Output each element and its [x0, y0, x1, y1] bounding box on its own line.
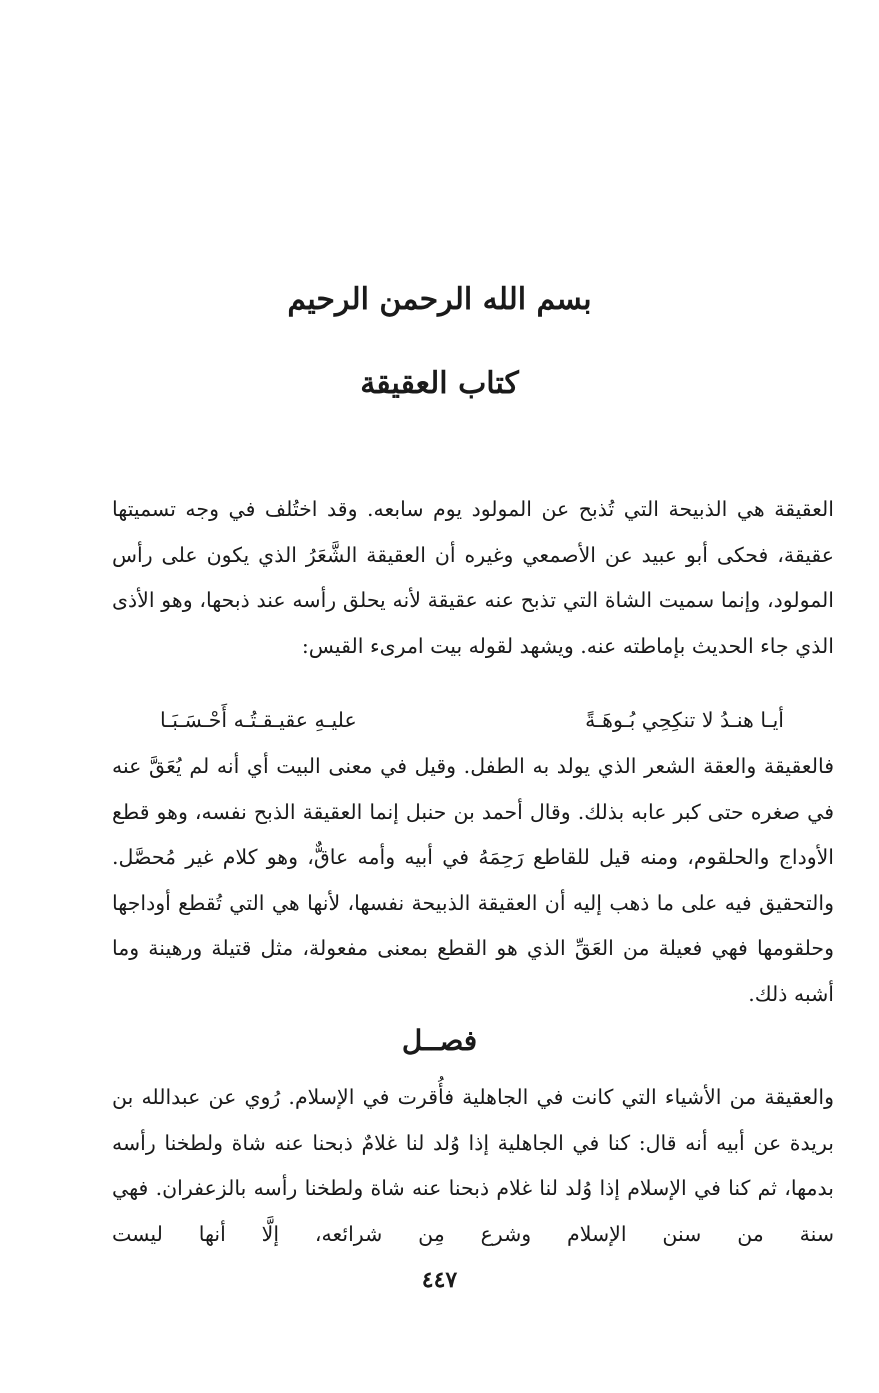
basmala-heading: بسم الله الرحمن الرحيم — [287, 282, 592, 317]
paragraph-aqiqa-definition: العقيقة هي الذبيحة التي تُذبح عن المولود يوم سابعه. وقد اختُلف في وجه تسميتها عقيقة، فحكى أبو عبيد عن الأصمعي وغيره أن العقيقة الشَّعَرُ الذي يكون على رأس المولود، وإنما سميت الشاة التي تذبح عنه عقيقة لأنه يحلق رأسه عند ذبحها، وهو الأذى الذي جاء الحديث بإماطته عنه. ويشهد لقوله بيت امرىء القيس: — [112, 497, 834, 658]
poem-verse — [160, 698, 784, 743]
section-heading-fasl: فصــل — [401, 1024, 478, 1057]
page-number: ٤٤٧ — [421, 1267, 458, 1293]
book-title: كتاب العقيقة — [360, 366, 519, 401]
paragraph-aqiqa-history: والعقيقة من الأشياء التي كانت في الجاهلية فأُقرت في الإسلام. رُوي عن عبدالله بن بريدة عن أبيه أنه قال: كنا في الجاهلية إذا وُلد لنا غلامٌ ذبحنا عنه شاة ولطخنا رأسه بدمها، ثم كنا في الإسلام إذا وُلد لنا غلام ذبحنا عنه شاة ولطخنا رأسه بالزعفران. فهي سنة من سنن الإسلام وشرع مِن شرائعه، إلَّا أنها ليست — [112, 1085, 834, 1246]
paragraph-aqiqa-meaning: فالعقيقة والعقة الشعر الذي يولد به الطفل. وقيل في معنى البيت أي أنه لم يُعَقَّ عنه في صغره حتى كبر عابه بذلك. وقال أحمد بن حنبل إنما العقيقة الذبح نفسه، وهو قطع الأوداج والحلقوم، ومنه قيل للقاطع رَحِمَهُ في أبيه وأمه عاقٌّ، وهو كلام غير مُحصَّل. والتحقيق فيه على ما ذهب إليه أن العقيقة الذبيحة نفسها، لأنها هي التي تُقطع أوداجها وحلقومها فهي فعيلة من العَقِّ الذي هو القطع بمعنى مفعولة، مثل قتيلة ورهينة وما أشبه ذلك. — [112, 754, 834, 1006]
poem-second-hemistich: عليـهِ عقيـقـتُـه أَحْـسَـبَـا — [160, 708, 357, 732]
poem-first-hemistich: أيـا هنـدُ لا تنكِحِي بُـوهَـةً — [585, 708, 784, 732]
